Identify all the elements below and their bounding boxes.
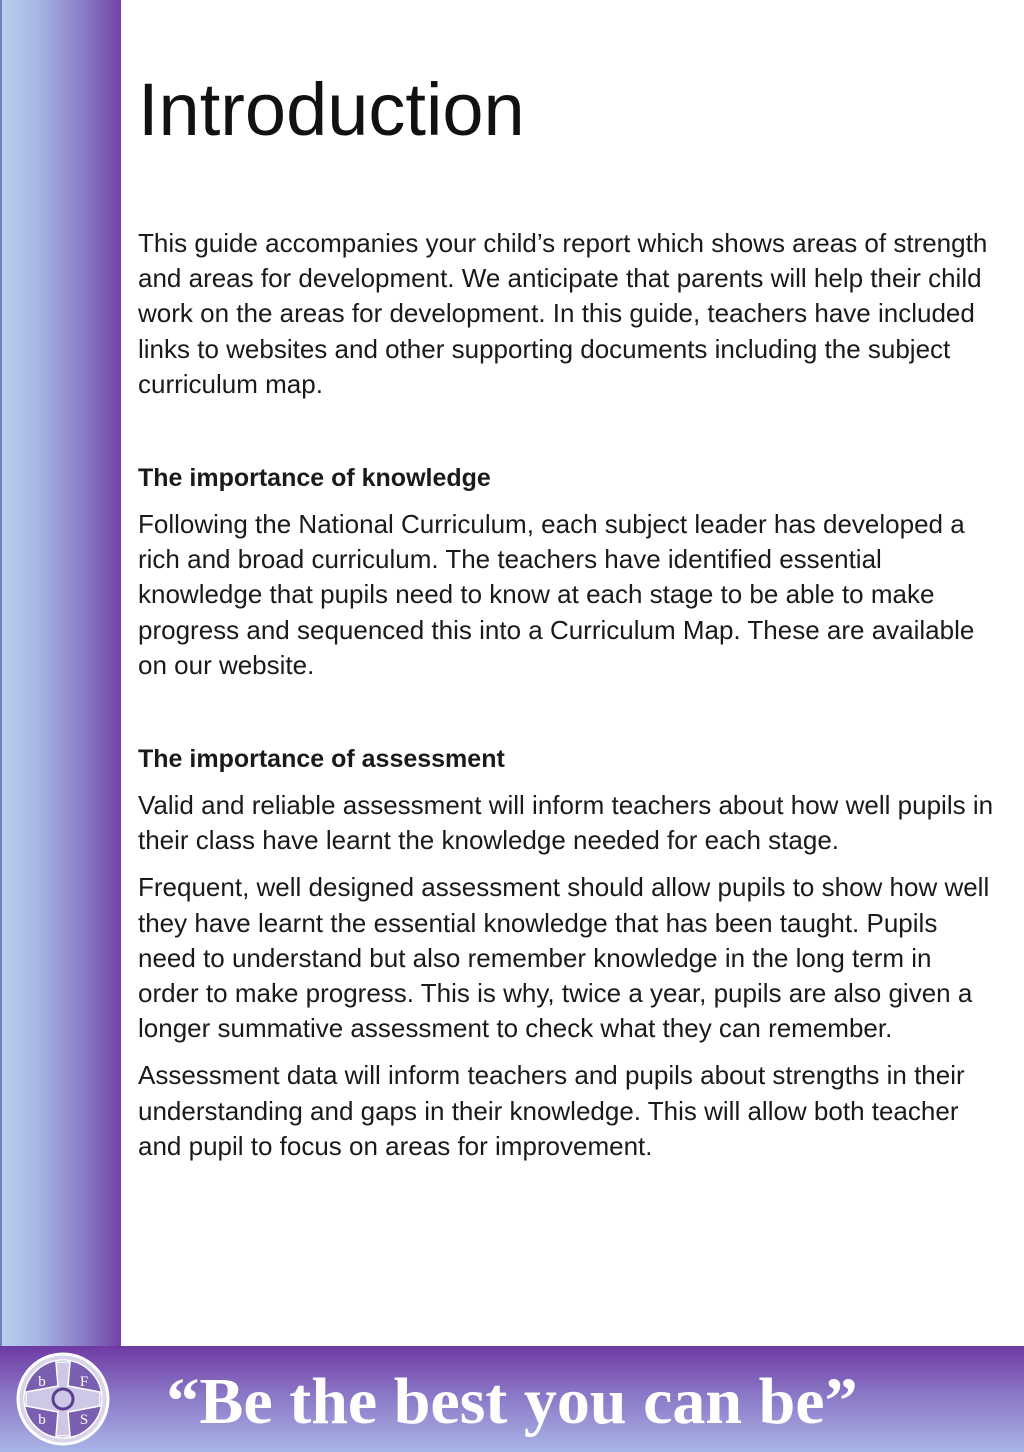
knowledge-heading: The importance of knowledge <box>138 464 491 493</box>
logo-letter-b-bottom: b <box>38 1412 46 1428</box>
decorative-side-bar <box>0 0 121 1346</box>
logo-letter-b-top: b <box>38 1374 46 1390</box>
page-title: Introduction <box>138 68 525 151</box>
assessment-heading: The importance of assessment <box>138 745 505 774</box>
knowledge-paragraph: Following the National Curriculum, each subject leader has developed a rich and broad curriculum. The teachers have identified essential knowledge that pupils need to know at each stage to be able to make progress and sequenced this into a Curriculum Map. These are available on our website. <box>138 509 975 680</box>
school-motto: “Be the best you can be” <box>166 1365 858 1438</box>
main-content <box>138 60 994 1164</box>
logo-letter-s: S <box>79 1412 89 1428</box>
assessment-paragraph-2: Frequent, well designed assessment should allow pupils to show how well they have learnt the essential knowledge that has been taught. Pupils need to understand but also remember knowledge in the long term in order to make progress. This is why, twice a year, pupils are also given a longer summative assessment to check what they can remember. <box>138 872 990 1044</box>
intro-paragraph: This guide accompanies your child’s report which shows areas of strength and areas for development. We anticipate that parents will help their child work on the areas for development. In this guide, teachers have included links to websites and other supporting documents including the subject curriculum map. <box>138 228 988 399</box>
assessment-paragraph-3: Assessment data will inform teachers and pupils about strengths in their understanding and gaps in their knowledge. This will allow both teacher and pupil to focus on areas for improvement. <box>138 1060 965 1161</box>
assessment-paragraph-1: Valid and reliable assessment will inform teachers about how well pupils in their class have learnt the knowledge needed for each stage. <box>138 790 994 856</box>
school-crest-icon <box>16 1352 110 1446</box>
logo-letter-f: F <box>79 1374 89 1390</box>
